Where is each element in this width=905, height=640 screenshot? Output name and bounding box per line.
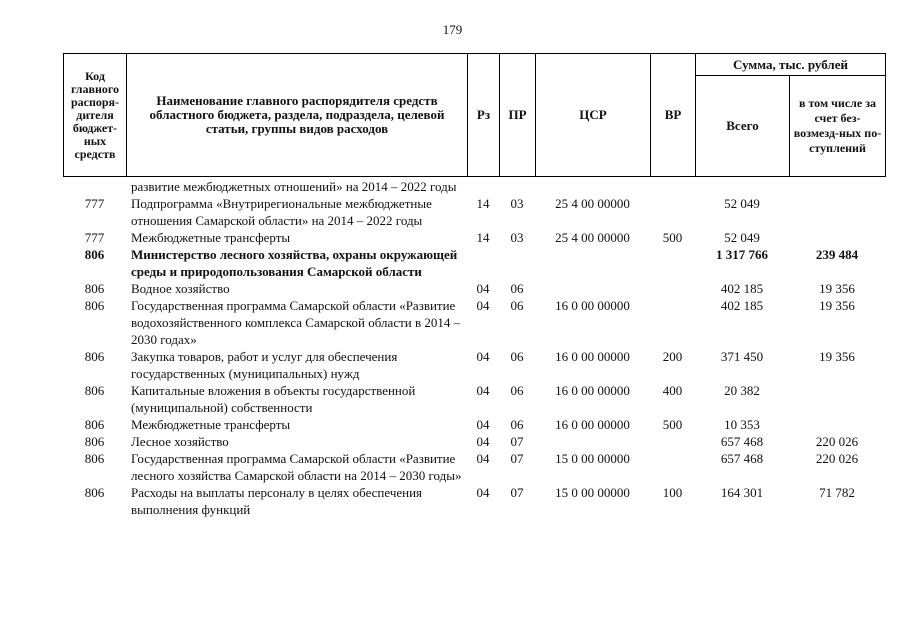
cell-pr: 03 bbox=[510, 196, 524, 211]
header-csr: ЦСР bbox=[536, 54, 651, 177]
cell-csr: 25 4 00 00000 bbox=[555, 230, 630, 245]
cell-rz: 04 bbox=[476, 451, 490, 466]
cell-pr: 07 bbox=[510, 434, 524, 449]
cell-csr: 16 0 00 00000 bbox=[555, 417, 630, 432]
cell-rz: 04 bbox=[476, 349, 490, 364]
table-header bbox=[63, 53, 886, 177]
cell-code: 806 bbox=[84, 349, 105, 364]
cell-name: Подпрограмма «Внутрирегиональные межбюджетные отношения Самарской области» на 2014 – 2022 годы bbox=[131, 196, 432, 228]
cell-name: Капитальные вложения в объекты государственной (муниципальной) собственности bbox=[131, 383, 416, 415]
cell-csr: 16 0 00 00000 bbox=[555, 298, 630, 313]
cell-free: 220 026 bbox=[815, 451, 859, 466]
cell-csr: 16 0 00 00000 bbox=[555, 383, 630, 398]
cell-rz: 04 bbox=[476, 417, 490, 432]
cell-name: Государственная программа Самарской области «Развитие лесного хозяйства Самарской области на 2014 – 2030 годы» bbox=[131, 451, 462, 483]
cell-free: 220 026 bbox=[815, 434, 859, 449]
table-row bbox=[63, 484, 885, 518]
cell-pr: 06 bbox=[510, 383, 524, 398]
cell-code: 806 bbox=[84, 434, 105, 449]
header-pr: ПР bbox=[500, 54, 536, 177]
cell-pr: 06 bbox=[510, 417, 524, 432]
cell-vr: 400 bbox=[662, 383, 683, 398]
cell-rz: 04 bbox=[476, 485, 490, 500]
cell-total: 402 185 bbox=[720, 281, 764, 296]
cell-csr: 25 4 00 00000 bbox=[555, 196, 630, 211]
cell-vr: 500 bbox=[662, 230, 683, 245]
cell-free: 19 356 bbox=[819, 349, 855, 364]
table-row bbox=[63, 280, 885, 297]
cell-free: 71 782 bbox=[819, 485, 855, 500]
cell-vr: 200 bbox=[662, 349, 683, 364]
cell-total: 402 185 bbox=[720, 298, 764, 313]
cell-code: 806 bbox=[84, 247, 105, 262]
page-number: 179 bbox=[442, 22, 463, 37]
cell-total: 10 353 bbox=[724, 417, 760, 432]
header-total: Всего bbox=[696, 76, 790, 177]
cell-pr: 07 bbox=[510, 451, 524, 466]
table-row bbox=[63, 297, 885, 348]
cell-csr: 16 0 00 00000 bbox=[555, 349, 630, 364]
cell-rz: 04 bbox=[476, 281, 490, 296]
cell-total: 20 382 bbox=[724, 383, 760, 398]
table-row bbox=[63, 382, 885, 416]
table-row bbox=[63, 178, 885, 195]
cell-name: Межбюджетные трансферты bbox=[131, 417, 291, 432]
cell-rz: 04 bbox=[476, 298, 490, 313]
cell-name: Водное хозяйство bbox=[131, 281, 230, 296]
cell-total: 657 468 bbox=[720, 434, 764, 449]
cell-name: Министерство лесного хозяйства, охраны окружающей среды и природопользования Самарской области bbox=[131, 247, 458, 279]
header-rz: Рз bbox=[468, 54, 500, 177]
cell-pr: 03 bbox=[510, 230, 524, 245]
cell-pr: 06 bbox=[510, 298, 524, 313]
cell-total: 52 049 bbox=[724, 230, 760, 245]
cell-code: 806 bbox=[84, 417, 105, 432]
header-free: в том числе за счет без-возмезд-ных по-ступлений bbox=[790, 76, 886, 177]
table-row bbox=[63, 195, 885, 229]
cell-vr: 100 bbox=[662, 485, 683, 500]
cell-total: 371 450 bbox=[720, 349, 764, 364]
cell-name: Расходы на выплаты персоналу в целях обеспечения выполнения функций bbox=[131, 485, 423, 517]
table-row bbox=[63, 246, 885, 280]
header-sum: Сумма, тыс. рублей bbox=[696, 54, 886, 76]
cell-free: 239 484 bbox=[815, 247, 859, 262]
cell-code: 806 bbox=[84, 383, 105, 398]
cell-total: 164 301 bbox=[720, 485, 764, 500]
cell-name: Государственная программа Самарской области «Развитие водохозяйственного комплекса Самарской области в 2014 – 2030 годах» bbox=[131, 298, 461, 347]
header-code: Код главного распоря-дителя бюджет-ных средств bbox=[64, 54, 127, 177]
cell-name: Лесное хозяйство bbox=[131, 434, 229, 449]
cell-csr: 15 0 00 00000 bbox=[555, 451, 630, 466]
cell-name: Межбюджетные трансферты bbox=[131, 230, 291, 245]
cell-pr: 07 bbox=[510, 485, 524, 500]
table-body bbox=[63, 178, 885, 518]
cell-total: 1 317 766 bbox=[716, 247, 768, 262]
cell-csr: 15 0 00 00000 bbox=[555, 485, 630, 500]
cell-code: 806 bbox=[84, 451, 105, 466]
header-name: Наименование главного распорядителя средств областного бюджета, раздела, подраздела, целевой статьи, группы видов расходов bbox=[127, 54, 468, 177]
cell-code: 806 bbox=[84, 281, 105, 296]
cell-name: развитие межбюджетных отношений» на 2014 – 2022 годы bbox=[131, 179, 457, 194]
cell-code: 806 bbox=[84, 298, 105, 313]
cell-rz: 14 bbox=[476, 230, 490, 245]
cell-name: Закупка товаров, работ и услуг для обеспечения государственных (муниципальных) нужд bbox=[131, 349, 398, 381]
table-row bbox=[63, 229, 885, 246]
cell-code: 806 bbox=[84, 485, 105, 500]
table-row bbox=[63, 433, 885, 450]
cell-rz: 14 bbox=[476, 196, 490, 211]
table-row bbox=[63, 450, 885, 484]
cell-code: 777 bbox=[84, 230, 105, 245]
cell-code: 777 bbox=[84, 196, 105, 211]
cell-pr: 06 bbox=[510, 349, 524, 364]
header-vr: ВР bbox=[651, 54, 696, 177]
cell-total: 657 468 bbox=[720, 451, 764, 466]
cell-rz: 04 bbox=[476, 383, 490, 398]
cell-pr: 06 bbox=[510, 281, 524, 296]
cell-total: 52 049 bbox=[724, 196, 760, 211]
cell-vr: 500 bbox=[662, 417, 683, 432]
cell-free: 19 356 bbox=[819, 281, 855, 296]
cell-free: 19 356 bbox=[819, 298, 855, 313]
cell-rz: 04 bbox=[476, 434, 490, 449]
table-row bbox=[63, 348, 885, 382]
table-row bbox=[63, 416, 885, 433]
